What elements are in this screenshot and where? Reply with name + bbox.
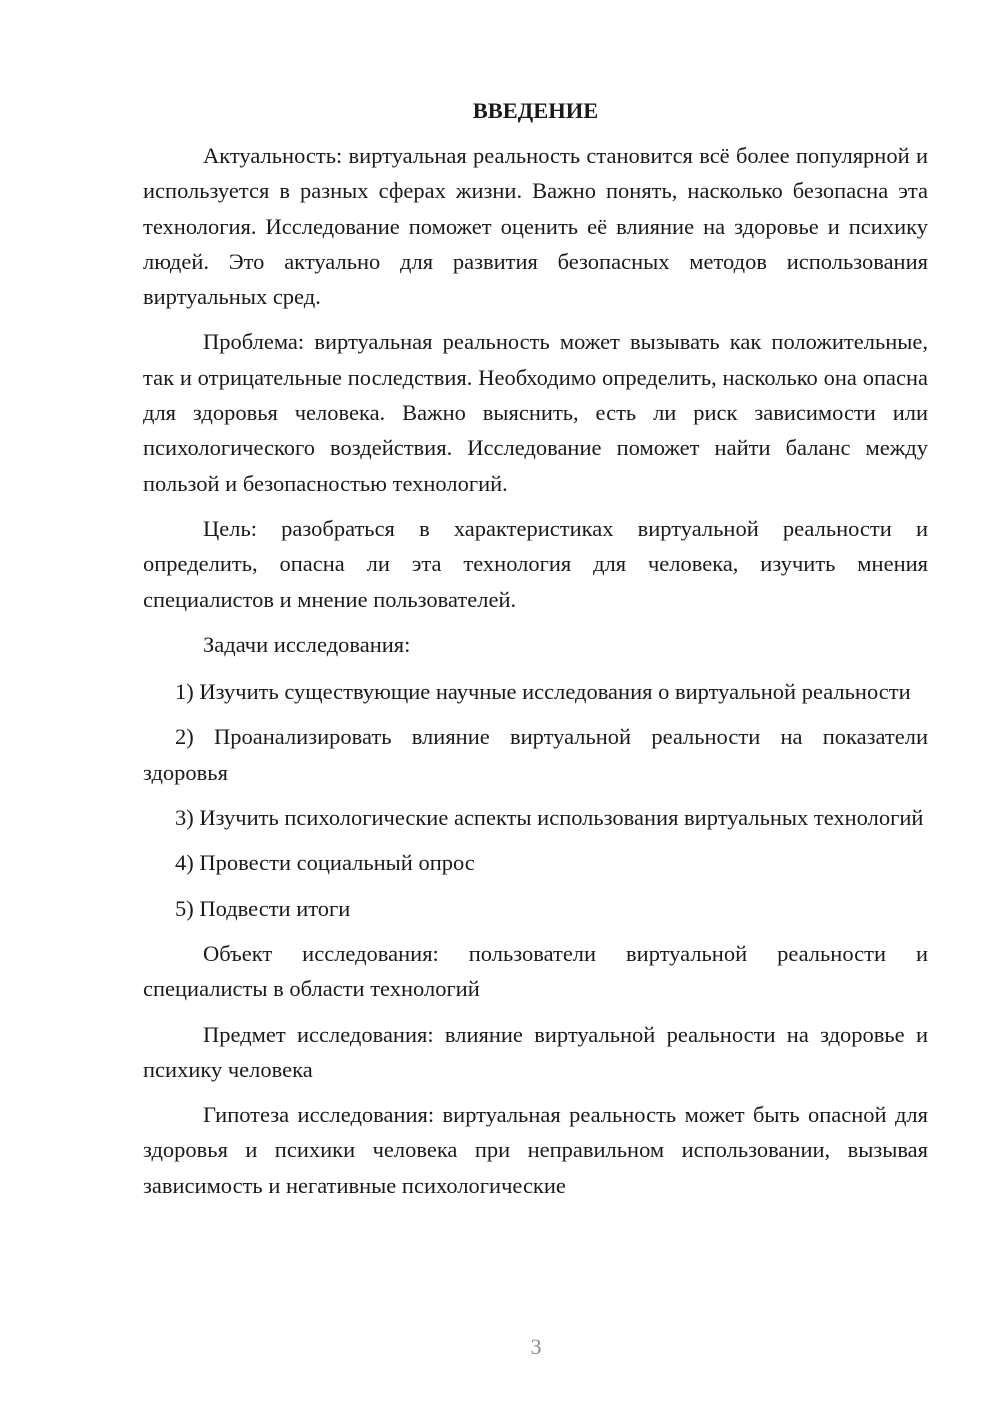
relevance-paragraph: Актуальность: виртуальная реальность становится всё более популярной и используется в разных сферах жизни. Важно понять, насколько безопасна эта технология. Исследование поможет оценить её влияние на здоровье и психику людей. Это актуально для развития безопасных методов использования виртуальных сред. xyxy=(143,143,928,310)
list-item: 1) Изучить существующие научные исследования о виртуальной реальности xyxy=(175,679,911,705)
document-page xyxy=(143,93,928,1203)
tasks-heading: Задачи исследования: xyxy=(203,631,411,657)
page-number: 3 xyxy=(530,1334,542,1359)
list-item: 5) Подвести итоги xyxy=(175,895,351,921)
subject-paragraph: Предмет исследования: влияние виртуальной реальности на здоровье и психику человека xyxy=(143,1021,928,1082)
hypothesis-paragraph: Гипотеза исследования: виртуальная реальность может быть опасной для здоровья и психики человека при неправильном использовании, вызывая зависимость и негативные психологические xyxy=(143,1102,928,1198)
tasks-list xyxy=(143,674,928,926)
goal-paragraph: Цель: разобраться в характеристиках виртуальной реальности и определить, опасна ли эта технология для человека, изучить мнения специалистов и мнение пользователей. xyxy=(143,515,928,612)
list-item: 3) Изучить психологические аспекты использования виртуальных технологий xyxy=(175,805,924,831)
problem-paragraph: Проблема: виртуальная реальность может вызывать как положительные, так и отрицательные последствия. Необходимо определить, насколько она опасна для здоровья человека. Важно выяснить, есть ли риск зависимости или психологического воздействия. Исследование поможет найти баланс между пользой и безопасностью технологий. xyxy=(143,329,928,496)
object-paragraph: Объект исследования: пользователи виртуальной реальности и специалисты в области технологий xyxy=(143,940,928,1002)
section-title: ВВЕДЕНИЕ xyxy=(472,98,599,123)
list-item: 4) Провести социальный опрос xyxy=(175,850,475,876)
list-item: 2) Проанализировать влияние виртуальной реальности на показатели здоровья xyxy=(143,724,928,785)
